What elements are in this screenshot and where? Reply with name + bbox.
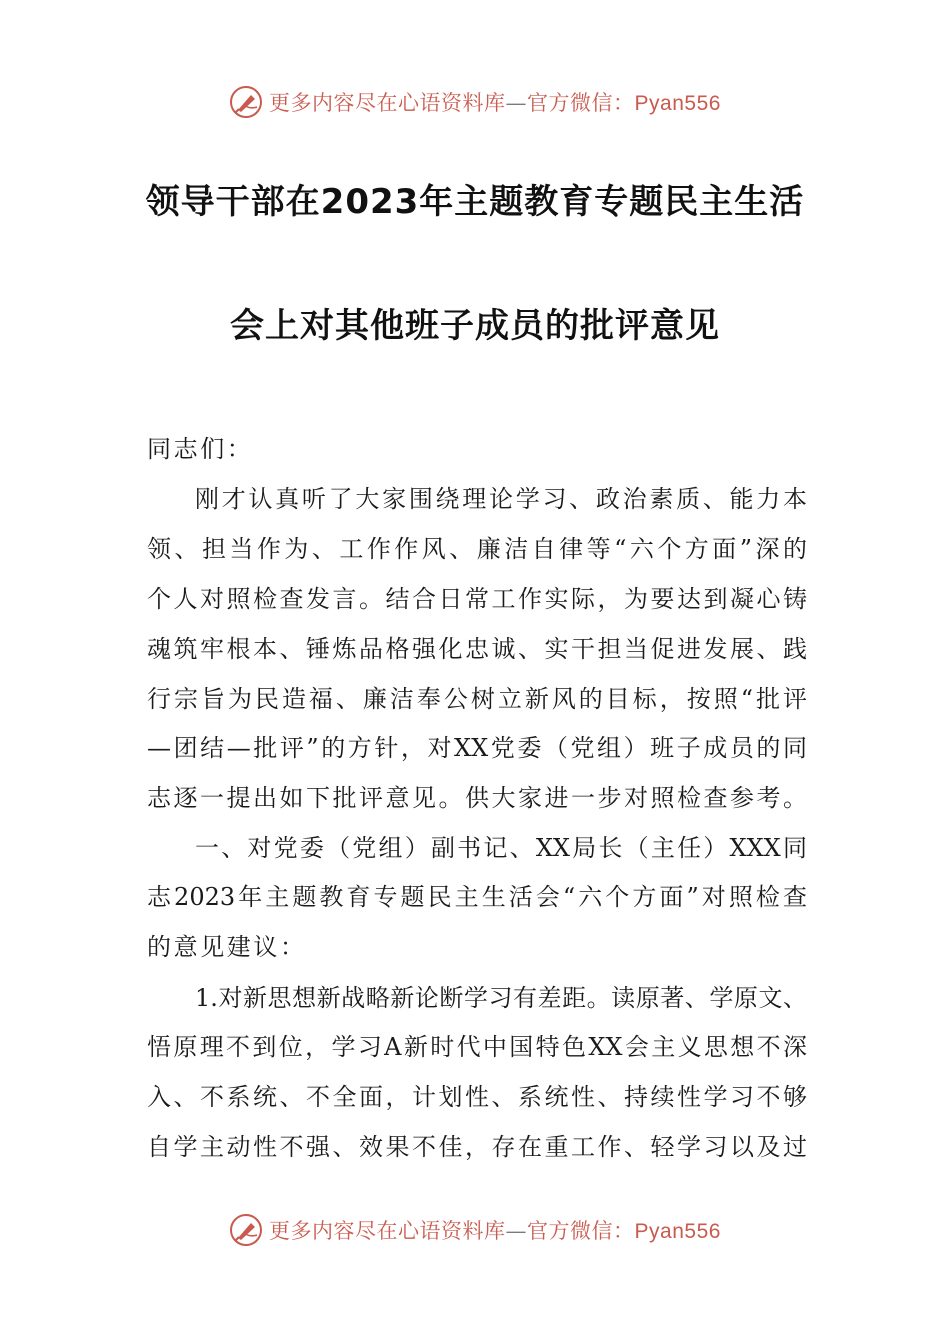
body-line: 个人对照检查发言。结合日常工作实际，为要达到凝心铸 <box>147 585 807 613</box>
body-line: 魂筑牢根本、锤炼品格强化忠诚、实干担当促进发展、践 <box>147 635 807 663</box>
section-heading-line: 志2023年主题教育专题民主生活会“六个方面”对照检查 <box>147 883 807 911</box>
body-line: 悟原理不到位，学习A新时代中国特色XX会主义思想不深 <box>147 1033 807 1061</box>
pen-nib-logo-icon <box>229 85 263 119</box>
body-line: 行宗旨为民造福、廉洁奉公树立新风的目标，按照“批评 <box>147 685 807 713</box>
body-line: 领、担当作为、工作作风、廉洁自律等“六个方面”深的 <box>147 535 807 563</box>
document-title-line-1: 领导干部在2023年主题教育专题民主生活 <box>145 182 805 222</box>
body-line: 自学主动性不强、效果不佳，存在重工作、轻学习以及过 <box>147 1133 807 1161</box>
body-line: 入、不系统、不全面，计划性、系统性、持续性学习不够 <box>147 1083 807 1111</box>
footer-watermark-banner <box>0 1210 950 1250</box>
section-heading-line: 的意见建议： <box>147 933 307 961</box>
body-line: 志逐一提出如下批评意见。供大家进一步对照检查参考。 <box>147 784 807 812</box>
body-line: 刚才认真听了大家围绕理论学习、政治素质、能力本 <box>195 485 807 513</box>
document-title-line-2: 会上对其他班子成员的批评意见 <box>230 306 720 346</box>
watermark-text: 更多内容尽在心语资料库—官方微信：Pyan556 <box>269 1219 721 1243</box>
salutation: 同志们： <box>147 435 254 463</box>
header-watermark-banner <box>0 82 950 122</box>
watermark-text: 更多内容尽在心语资料库—官方微信：Pyan556 <box>269 91 721 115</box>
pen-nib-logo-icon <box>229 1213 263 1247</box>
body-line: 1.对新思想新战略新论断学习有差距。读原著、学原文、 <box>195 984 807 1012</box>
section-heading-line: 一、对党委（党组）副书记、XX局长（主任）XXX同 <box>195 834 807 862</box>
body-line: —团结—批评”的方针，对XX党委（党组）班子成员的同 <box>147 734 807 762</box>
